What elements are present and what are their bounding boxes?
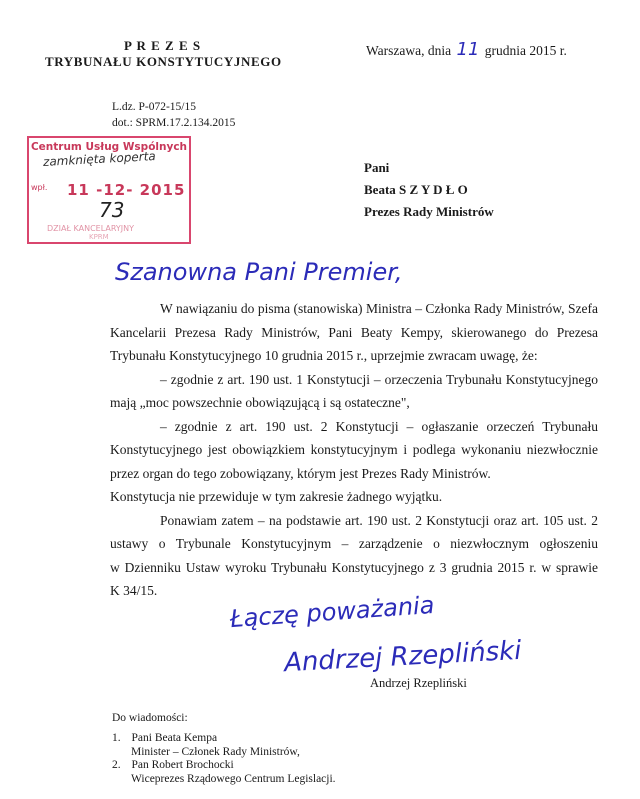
body-line: przez organ do tego zobowiązany, którym jest Prezes Rady Ministrów. [110,465,491,481]
body-line: Konstytucja nie przewiduje w tym zakresie żadnego wyjątku. [110,489,443,504]
cc-item-number: 1. [112,732,121,744]
list-item [112,732,336,746]
stamp-left-mark: wpł. [31,183,48,192]
date-day: 11 [456,39,480,60]
stamp-title: Centrum Usług Wspólnych [30,141,188,153]
stamp-date: 11 -12- 2015 [67,181,186,199]
registration-stamp [27,136,191,244]
recipient-name: Beata S Z Y D Ł O [364,182,468,197]
body-line: Ponawiam zatem – na podstawie art. 190 ust. 2 Konstytucji oraz art. 105 ust. 2 [160,512,598,528]
handwritten-signature: Andrzej Rzepliński [283,635,523,679]
handwritten-regards: Łączę poważania [229,590,436,634]
cc-list [112,732,336,786]
org-title-line1: P R E Z E S [124,38,202,53]
reference-ldz: L.dz. P-072-15/15 [112,101,197,113]
body-line: W nawiązaniu do pisma (stanowiska) Ministra – Członka Rady Ministrów, Szefa [160,301,598,316]
letter-body [110,297,598,603]
org-title-line2: TRYBUNAŁU KONSTYTUCYJNEGO [45,54,282,69]
date-suffix: grudnia 2015 r. [484,43,567,58]
cc-item-role: Minister – Członek Rady Ministrów, [131,745,300,758]
body-line: – zgodnie z art. 190 ust. 2 Konstytucji – ogłaszanie orzeczeń Trybunału [160,418,598,434]
cc-item-name: Pan Robert Brochocki [131,759,234,771]
stamp-handwritten-note: zamknięta koperta [42,149,157,169]
body-line: w Dzienniku Ustaw wyroku Trybunału Konstytucyjnego z 3 grudnia 2015 r. w sprawie [110,559,598,575]
date-prefix: Warszawa, dnia [366,43,452,58]
recipient-block [364,157,494,223]
stamp-bottom-text-2: KPRM [89,233,109,241]
reference-dot: dot.: SPRM.17.2.134.2015 [112,117,236,129]
signatory-name: Andrzej Rzepliński [370,676,467,690]
cc-item-role: Wiceprezes Rządowego Centrum Legislacji. [131,772,336,785]
cc-heading: Do wiadomości: [112,712,188,724]
letter-date [366,39,567,60]
list-item [112,759,336,773]
body-line: Konstytucyjnego jest obowiązkiem konstytucyjnym i podlega wykonaniu niezwłocznie [110,442,598,457]
salutation: Szanowna Pani Premier, [115,258,403,286]
body-line: K 34/15. [110,583,158,598]
stamp-bottom-text: DZIAŁ KANCELARYJNY [47,224,134,233]
body-line: ustawy o Trybunale Konstytucyjnym – zarządzenie o niezwłocznym ogłoszeniu [110,536,598,551]
cc-item-number: 2. [112,759,121,771]
recipient-title: Prezes Rady Ministrów [364,204,494,219]
recipient-line1: Pani [364,160,390,175]
body-line: mają „moc powszechnie obowiązującą i są ostateczne", [110,395,410,410]
stamp-handwritten-number: 73 [99,198,125,222]
body-line: Trybunału Konstytucyjnego 10 grudnia 2015 r., uprzejmie zwracam uwagę, że: [110,348,538,363]
body-line: – zgodnie z art. 190 ust. 1 Konstytucji – orzeczenia Trybunału Konstytucyjnego [160,371,598,387]
body-line: Kancelarii Prezesa Rady Ministrów, Pani Beaty Kempy, skierowanego do Prezesa [110,324,598,340]
cc-item-name: Pani Beata Kempa [131,732,218,744]
